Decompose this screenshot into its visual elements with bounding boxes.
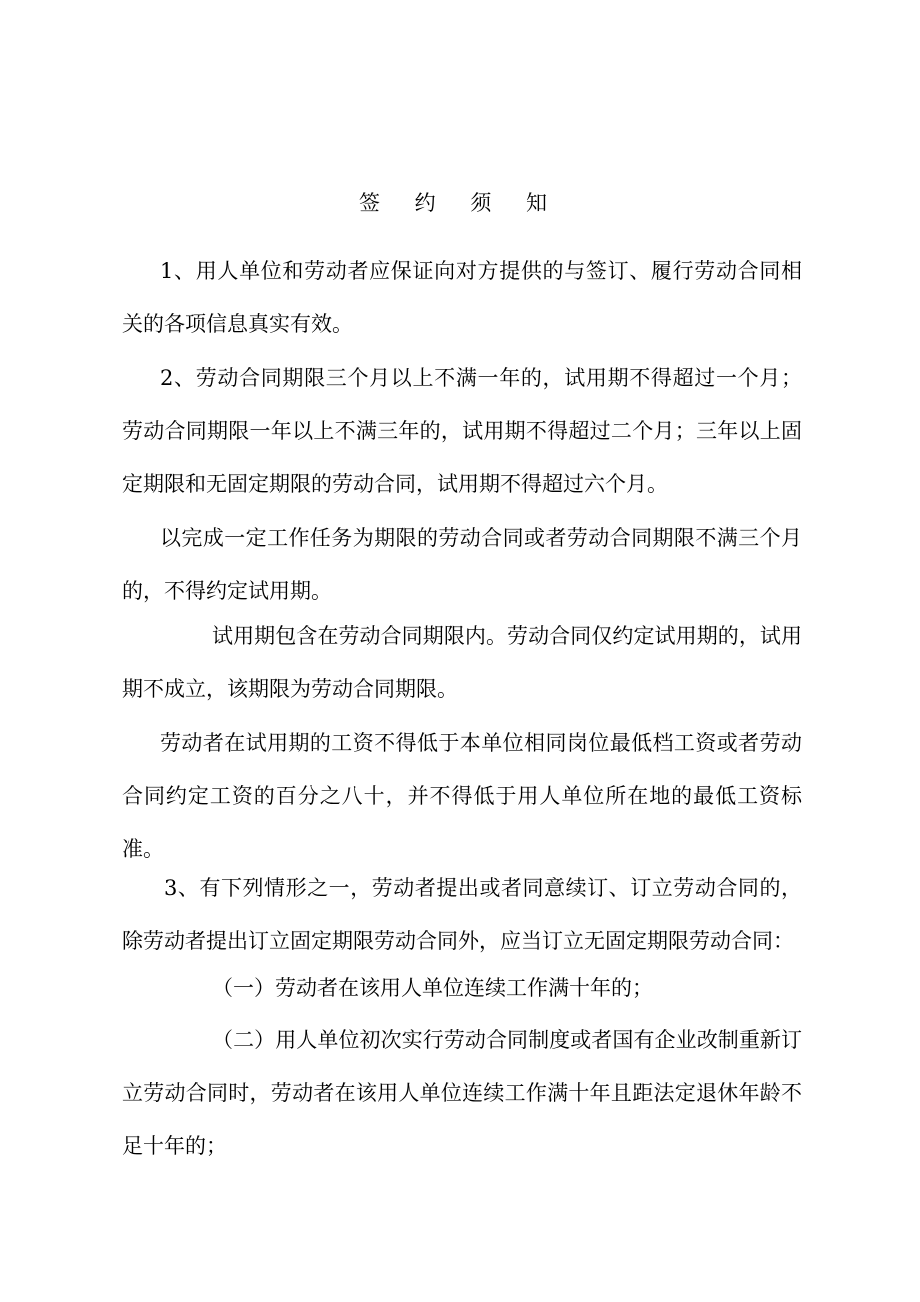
paragraph-no-probation: 以完成一定工作任务为期限的劳动合同或者劳动合同期限不满三个月的，不得约定试用期。 [122, 526, 802, 603]
paragraph-info-truthfulness: 1、用人单位和劳动者应保证向对方提供的与签订、履行劳动合同相关的各项信息真实有效。 [122, 259, 802, 336]
paragraph-open-ended-contract: 3、有下列情形之一，劳动者提出或者同意续订、订立劳动合同的，除劳动者提出订立固定期限劳动合同外，应当订立无固定期限劳动合同： [122, 876, 802, 953]
list-item-ten-years: （一）劳动者在该用人单位连续工作满十年的； [212, 976, 653, 1000]
paragraph-probation-wage: 劳动者在试用期的工资不得低于本单位相同岗位最低档工资或者劳动合同约定工资的百分之八十，并不得低于用人单位所在地的最低工资标准。 [122, 731, 802, 861]
list-item-first-contract-system: （二）用人单位初次实行劳动合同制度或者国有企业改制重新订立劳动合同时，劳动者在该用人单位连续工作满十年且距法定退休年龄不足十年的； [122, 1028, 802, 1158]
document-title: 签 约 须 知 [358, 191, 562, 215]
paragraph-probation-limits: 2、劳动合同期限三个月以上不满一年的，试用期不得超过一个月；劳动合同期限一年以上不满三年的，试用期不得超过二个月；三年以上固定期限和无固定期限的劳动合同，试用期不得超过六个月。 [122, 366, 802, 496]
paragraph-probation-included: 试用期包含在劳动合同期限内。劳动合同仅约定试用期的，试用期不成立，该期限为劳动合同期限。 [122, 624, 802, 701]
